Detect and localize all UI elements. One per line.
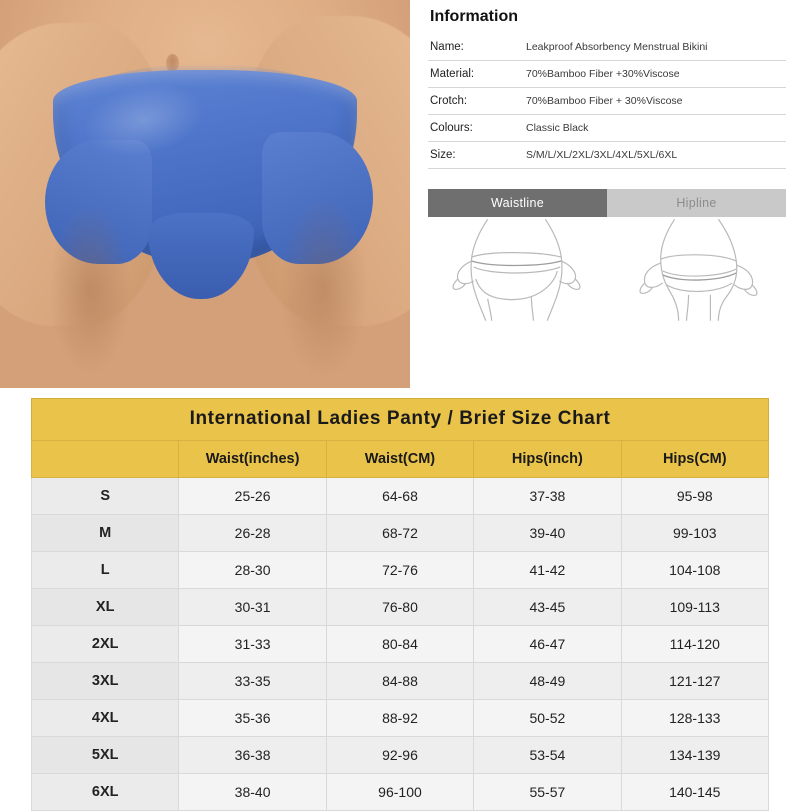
information-title: Information [430, 8, 518, 25]
measurement-guide [428, 189, 786, 322]
hipline-figure [607, 217, 786, 322]
cell-waist-inches: 28-30 [179, 552, 326, 589]
cell-hips-cm: 134-139 [621, 737, 768, 774]
cell-waist-inches: 33-35 [179, 663, 326, 700]
table-row [428, 115, 786, 142]
row-label: 2XL [32, 626, 179, 663]
cell-hips-cm: 104-108 [621, 552, 768, 589]
measurement-tabs [428, 189, 786, 217]
table-row [428, 34, 786, 61]
row-label: L [32, 552, 179, 589]
cell-waist-inches: 35-36 [179, 700, 326, 737]
table-row [428, 61, 786, 88]
size-chart-title: International Ladies Panty / Brief Size Chart [31, 398, 769, 440]
thigh-shadow-left [49, 202, 131, 377]
row-label: 5XL [32, 737, 179, 774]
col-header-hips-inch: Hips(inch) [474, 441, 621, 478]
cell-waist-cm: 64-68 [326, 478, 473, 515]
size-chart-header-row [32, 441, 769, 478]
tab-hipline[interactable]: Hipline [607, 189, 786, 217]
cell-waist-cm: 68-72 [326, 515, 473, 552]
table-row [32, 478, 769, 515]
cell-hips-cm: 99-103 [621, 515, 768, 552]
cell-hips-cm: 140-145 [621, 774, 768, 811]
cell-waist-inches: 30-31 [179, 589, 326, 626]
row-label: M [32, 515, 179, 552]
cell-hips-inch: 53-54 [474, 737, 621, 774]
cell-hips-inch: 37-38 [474, 478, 621, 515]
thigh-shadow-right [279, 194, 369, 380]
info-label-colours: Colours: [430, 122, 473, 134]
table-row [32, 515, 769, 552]
info-value-material: 70%Bamboo Fiber +30%Viscose [526, 68, 680, 80]
product-photo [0, 0, 410, 388]
cell-waist-inches: 38-40 [179, 774, 326, 811]
cell-waist-inches: 31-33 [179, 626, 326, 663]
cell-waist-cm: 80-84 [326, 626, 473, 663]
measurement-figures [428, 217, 786, 322]
row-label: 6XL [32, 774, 179, 811]
info-label-material: Material: [430, 68, 475, 80]
cell-hips-inch: 55-57 [474, 774, 621, 811]
cell-hips-cm: 128-133 [621, 700, 768, 737]
cell-waist-cm: 72-76 [326, 552, 473, 589]
cell-hips-cm: 121-127 [621, 663, 768, 700]
table-row [32, 700, 769, 737]
col-header-size [32, 441, 179, 478]
info-value-size: S/M/L/XL/2XL/3XL/4XL/5XL/6XL [526, 149, 678, 161]
cell-waist-inches: 25-26 [179, 478, 326, 515]
table-row [32, 626, 769, 663]
information-table [428, 34, 786, 169]
table-row [32, 589, 769, 626]
top-section [0, 0, 800, 390]
table-row [32, 774, 769, 811]
table-row [32, 663, 769, 700]
table-row [428, 88, 786, 115]
cell-waist-inches: 26-28 [179, 515, 326, 552]
cell-waist-cm: 84-88 [326, 663, 473, 700]
cell-hips-inch: 50-52 [474, 700, 621, 737]
waistline-figure [428, 217, 607, 322]
cell-waist-cm: 76-80 [326, 589, 473, 626]
info-value-crotch: 70%Bamboo Fiber + 30%Viscose [526, 95, 683, 107]
tab-waistline[interactable]: Waistline [428, 189, 607, 217]
table-row [32, 737, 769, 774]
information-panel [410, 0, 800, 390]
cell-waist-inches: 36-38 [179, 737, 326, 774]
info-label-name: Name: [430, 41, 464, 53]
cell-hips-inch: 46-47 [474, 626, 621, 663]
cell-waist-cm: 96-100 [326, 774, 473, 811]
cell-hips-cm: 95-98 [621, 478, 768, 515]
col-header-hips-cm: Hips(CM) [621, 441, 768, 478]
info-value-name: Leakproof Absorbency Menstrual Bikini [526, 41, 708, 53]
row-label: 4XL [32, 700, 179, 737]
cell-hips-inch: 41-42 [474, 552, 621, 589]
info-value-colours: Classic Black [526, 122, 589, 134]
cell-hips-cm: 114-120 [621, 626, 768, 663]
cell-waist-cm: 88-92 [326, 700, 473, 737]
cell-waist-cm: 92-96 [326, 737, 473, 774]
info-label-crotch: Crotch: [430, 95, 468, 107]
table-row [428, 142, 786, 169]
cell-hips-cm: 109-113 [621, 589, 768, 626]
info-label-size: Size: [430, 149, 456, 161]
table-row [32, 552, 769, 589]
size-chart-table [31, 398, 769, 811]
row-label: S [32, 478, 179, 515]
row-label: 3XL [32, 663, 179, 700]
cell-hips-inch: 39-40 [474, 515, 621, 552]
col-header-waist-cm: Waist(CM) [326, 441, 473, 478]
cell-hips-inch: 48-49 [474, 663, 621, 700]
cell-hips-inch: 43-45 [474, 589, 621, 626]
row-label: XL [32, 589, 179, 626]
col-header-waist-inches: Waist(inches) [179, 441, 326, 478]
